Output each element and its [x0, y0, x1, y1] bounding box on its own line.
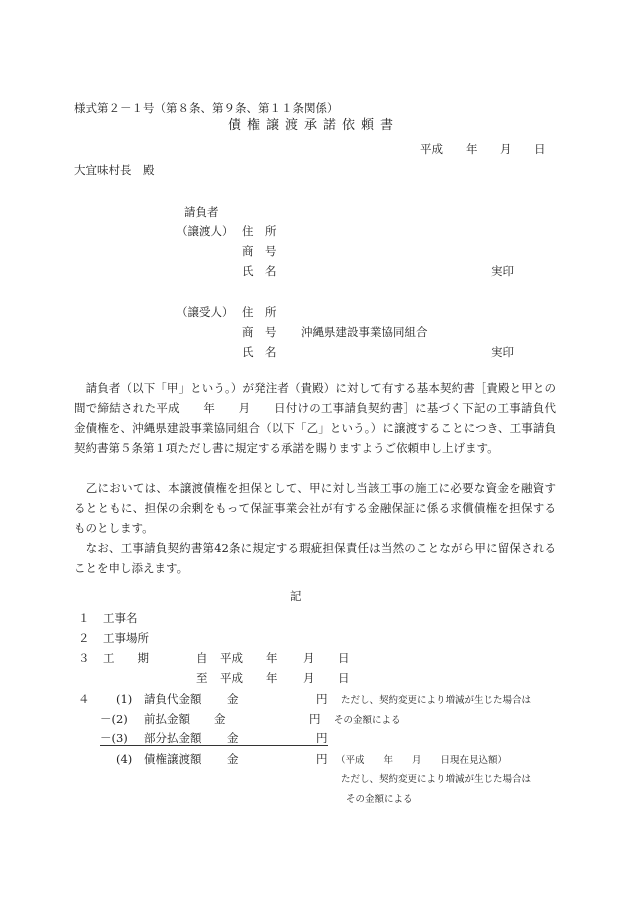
- sub-4-label: 債権譲渡額: [144, 752, 202, 766]
- sub-2-yen: 円: [309, 712, 321, 726]
- item-3-number: ３: [78, 651, 90, 665]
- assignor-address-label: 住 所: [242, 224, 277, 238]
- sub-4-note-3: その金額による: [346, 794, 413, 805]
- sub-4-note-1: （平成 年 月 日現在見込額）: [336, 755, 508, 766]
- sub-2-note: その金額による: [334, 715, 401, 726]
- sub-2-number: －(2): [100, 712, 128, 726]
- sub-1-yen: 円: [316, 692, 328, 706]
- item-4-number: ４: [78, 692, 90, 706]
- assignor-label: （譲渡人）: [176, 224, 234, 238]
- paragraph-1: 請負者（以下「甲」という。）が発注者（貴殿）に対して有する基本契約書［貴殿と甲との間で締結された平成 年 月 日付けの工事請負契約書］に基づく下記の工事請負代金債権を、沖縄県建設事業協同組合（以下「乙」という。）に譲渡することにつき、工事請負契約書第５条第１項ただし書に規定する承諾を賜りますようご依頼申し上げます。: [74, 381, 556, 455]
- period-from: 自: [196, 651, 208, 665]
- period-from-month: 月: [303, 651, 315, 665]
- sub-3-kin: 金: [227, 731, 239, 745]
- date-month: 月: [500, 142, 512, 156]
- sub-1-label: 請負代金額: [144, 692, 202, 706]
- period-to-year: 年: [266, 671, 278, 685]
- period-to: 至: [196, 671, 208, 685]
- item-2-label: 工事場所: [103, 631, 149, 645]
- assignee-label: （譲受人）: [176, 305, 234, 319]
- item-1-label: 工事名: [103, 611, 138, 625]
- date-era: 平成: [420, 142, 443, 156]
- sub-1-kin: 金: [227, 692, 239, 706]
- sub-1-note: ただし、契約変更により増減が生じた場合は: [341, 695, 532, 706]
- paragraph-3: なお、工事請負契約書第42条に規定する瑕疵担保責任は当然のことながら甲に留保されることを申し添えます。: [74, 541, 556, 575]
- assignor-name-label: 氏 名: [242, 264, 277, 278]
- item-3-label: 工 期: [103, 651, 149, 665]
- sub-4-kin: 金: [227, 752, 239, 766]
- period-to-month: 月: [303, 671, 315, 685]
- paragraph-2: 乙においては、本譲渡債権を担保として、甲に対し当該工事の施工に必要な資金を融資するとともに、担保の余剰をもって保証事業会社が有する金融保証に係る求償債権を担保するものとします。: [74, 481, 556, 535]
- date-year: 年: [466, 142, 478, 156]
- sub-4-yen: 円: [316, 752, 328, 766]
- assignor-company-label: 商 号: [242, 244, 277, 258]
- sub-3-underline: [100, 745, 328, 746]
- form-number: 様式第２－１号（第８条、第９条、第１１条関係）: [74, 101, 339, 115]
- item-2-number: ２: [78, 631, 90, 645]
- period-to-day: 日: [338, 671, 350, 685]
- sub-3-number: －(3): [100, 731, 128, 745]
- sub-2-label: 前払金額: [144, 712, 190, 726]
- period-from-day: 日: [338, 651, 350, 665]
- assignee-name-label: 氏 名: [242, 345, 277, 359]
- assignee-company-value: 沖縄県建設事業協同組合: [301, 325, 428, 339]
- date-day: 日: [534, 142, 546, 156]
- sub-3-label: 部分払金額: [144, 731, 202, 745]
- assignor-seal: 実印: [491, 264, 514, 278]
- sub-2-kin: 金: [214, 712, 226, 726]
- period-from-year: 年: [266, 651, 278, 665]
- period-to-era: 平成: [220, 671, 243, 685]
- addressee: 大宜味村長 殿: [74, 163, 155, 177]
- period-from-era: 平成: [220, 651, 243, 665]
- assignee-company-label: 商 号: [242, 325, 277, 339]
- contractor-role: 請負者: [184, 205, 219, 219]
- sub-1-number: (1): [116, 692, 133, 706]
- sub-4-note-2: ただし、契約変更により増減が生じた場合は: [341, 774, 532, 785]
- item-1-number: １: [78, 611, 90, 625]
- sub-3-yen: 円: [316, 731, 328, 745]
- document-title: 債権譲渡承諾依頼書: [228, 118, 400, 133]
- sub-4-number: (4): [116, 752, 133, 766]
- ki-heading: 記: [290, 589, 302, 603]
- assignee-seal: 実印: [491, 345, 514, 359]
- assignee-address-label: 住 所: [242, 305, 277, 319]
